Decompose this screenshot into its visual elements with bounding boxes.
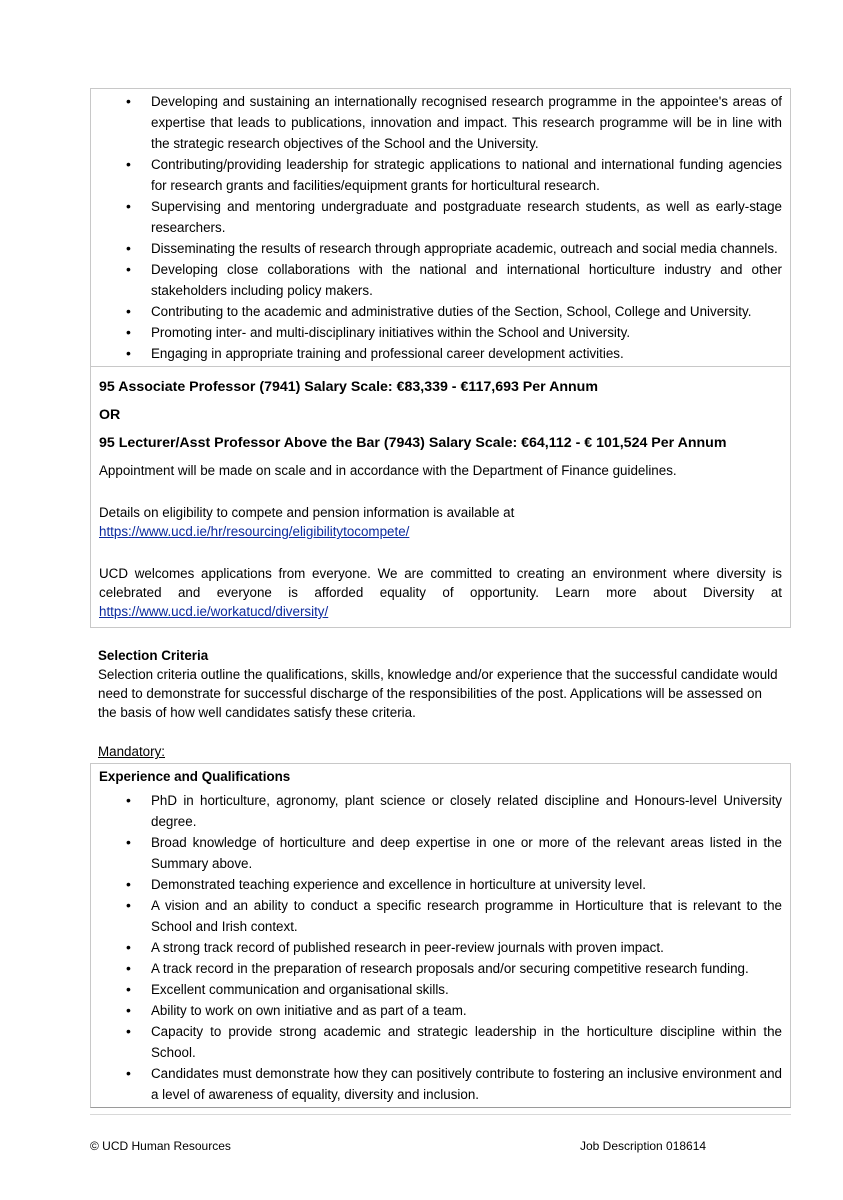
selection-criteria-title: Selection Criteria — [98, 648, 209, 663]
selection-criteria-description: Selection criteria outline the qualifications, skills, knowledge and/or experience that the successful candidate would need to demonstrate for successful discharge of the responsibilities of the post. Applications will be assessed on the basis of how well candidates satisfy these criteria. — [98, 667, 778, 720]
footer-divider — [90, 1114, 791, 1115]
eligibility-text: Details on eligibility to compete and pension information is available at — [99, 505, 515, 520]
list-item: • Developing close collaborations with the national and international horticulture industry and other stakeholders including policy makers. — [99, 259, 782, 301]
diversity-text: UCD welcomes applications from everyone. We are committed to creating an environment where diversity is celebrated and everyone is afforded equality of opportunity. Learn more about Diversity at — [99, 566, 782, 600]
diversity-paragraph — [99, 564, 782, 621]
list-item: • A vision and an ability to conduct a specific research programme in Horticulture that is relevant to the School and Irish context. — [99, 895, 782, 937]
salary-box — [90, 367, 791, 628]
experience-list — [99, 790, 782, 1105]
document-page — [90, 88, 791, 1108]
salary-scale-associate: 95 Associate Professor (7941) Salary Scale: €83,339 - €117,693 Per Annum — [99, 379, 598, 395]
list-item: • Excellent communication and organisational skills. — [99, 979, 782, 1000]
mandatory-label: Mandatory: — [98, 744, 165, 759]
salary-or: OR — [99, 407, 121, 423]
list-item: • Demonstrated teaching experience and excellence in horticulture at university level. — [99, 874, 782, 895]
selection-criteria-section — [90, 628, 791, 761]
list-item: • Engaging in appropriate training and professional career development activities. — [99, 343, 782, 364]
footer-job-description: Job Description 018614 — [580, 1139, 707, 1153]
list-item: • Ability to work on own initiative and as part of a team. — [99, 1000, 782, 1021]
list-item: • A track record in the preparation of research proposals and/or securing competitive research funding. — [99, 958, 782, 979]
duties-list — [99, 91, 782, 364]
appointment-note: Appointment will be made on scale and in accordance with the Department of Finance guidelines. — [99, 463, 677, 478]
list-item: • Promoting inter- and multi-disciplinary initiatives within the School and University. — [99, 322, 782, 343]
list-item: • Supervising and mentoring undergraduate and postgraduate research students, as well as early-stage researchers. — [99, 196, 782, 238]
list-item: • A strong track record of published research in peer-review journals with proven impact. — [99, 937, 782, 958]
diversity-link[interactable]: https://www.ucd.ie/workatucd/diversity/ — [99, 604, 329, 619]
experience-box — [90, 763, 791, 1108]
eligibility-link[interactable]: https://www.ucd.ie/hr/resourcing/eligibilitytocompete/ — [99, 524, 410, 539]
duties-box — [90, 88, 791, 367]
list-item: • Broad knowledge of horticulture and deep expertise in one or more of the relevant areas listed in the Summary above. — [99, 832, 782, 874]
list-item: • Capacity to provide strong academic and strategic leadership in the horticulture discipline within the School. — [99, 1021, 782, 1063]
list-item: • Candidates must demonstrate how they can positively contribute to fostering an inclusive environment and a level of awareness of equality, diversity and inclusion. — [99, 1063, 782, 1105]
salary-scale-lecturer: 95 Lecturer/Asst Professor Above the Bar (7943) Salary Scale: €64,112 - € 101,524 Per Annum — [99, 435, 727, 451]
list-item: • Disseminating the results of research through appropriate academic, outreach and social media channels. — [99, 238, 782, 259]
list-item: • Contributing/providing leadership for strategic applications to national and international funding agencies for research grants and facilities/equipment grants for horticultural research. — [99, 154, 782, 196]
list-item: • Developing and sustaining an internationally recognised research programme in the appointee's areas of expertise that leads to publications, innovation and impact. This research programme will be in line with the strategic research objectives of the School and the University. — [99, 91, 782, 154]
list-item: • Contributing to the academic and administrative duties of the Section, School, College and University. — [99, 301, 782, 322]
footer-copyright: © UCD Human Resources — [90, 1139, 231, 1153]
experience-title: Experience and Qualifications — [99, 769, 291, 784]
list-item: • PhD in horticulture, agronomy, plant science or closely related discipline and Honours-level University degree. — [99, 790, 782, 832]
